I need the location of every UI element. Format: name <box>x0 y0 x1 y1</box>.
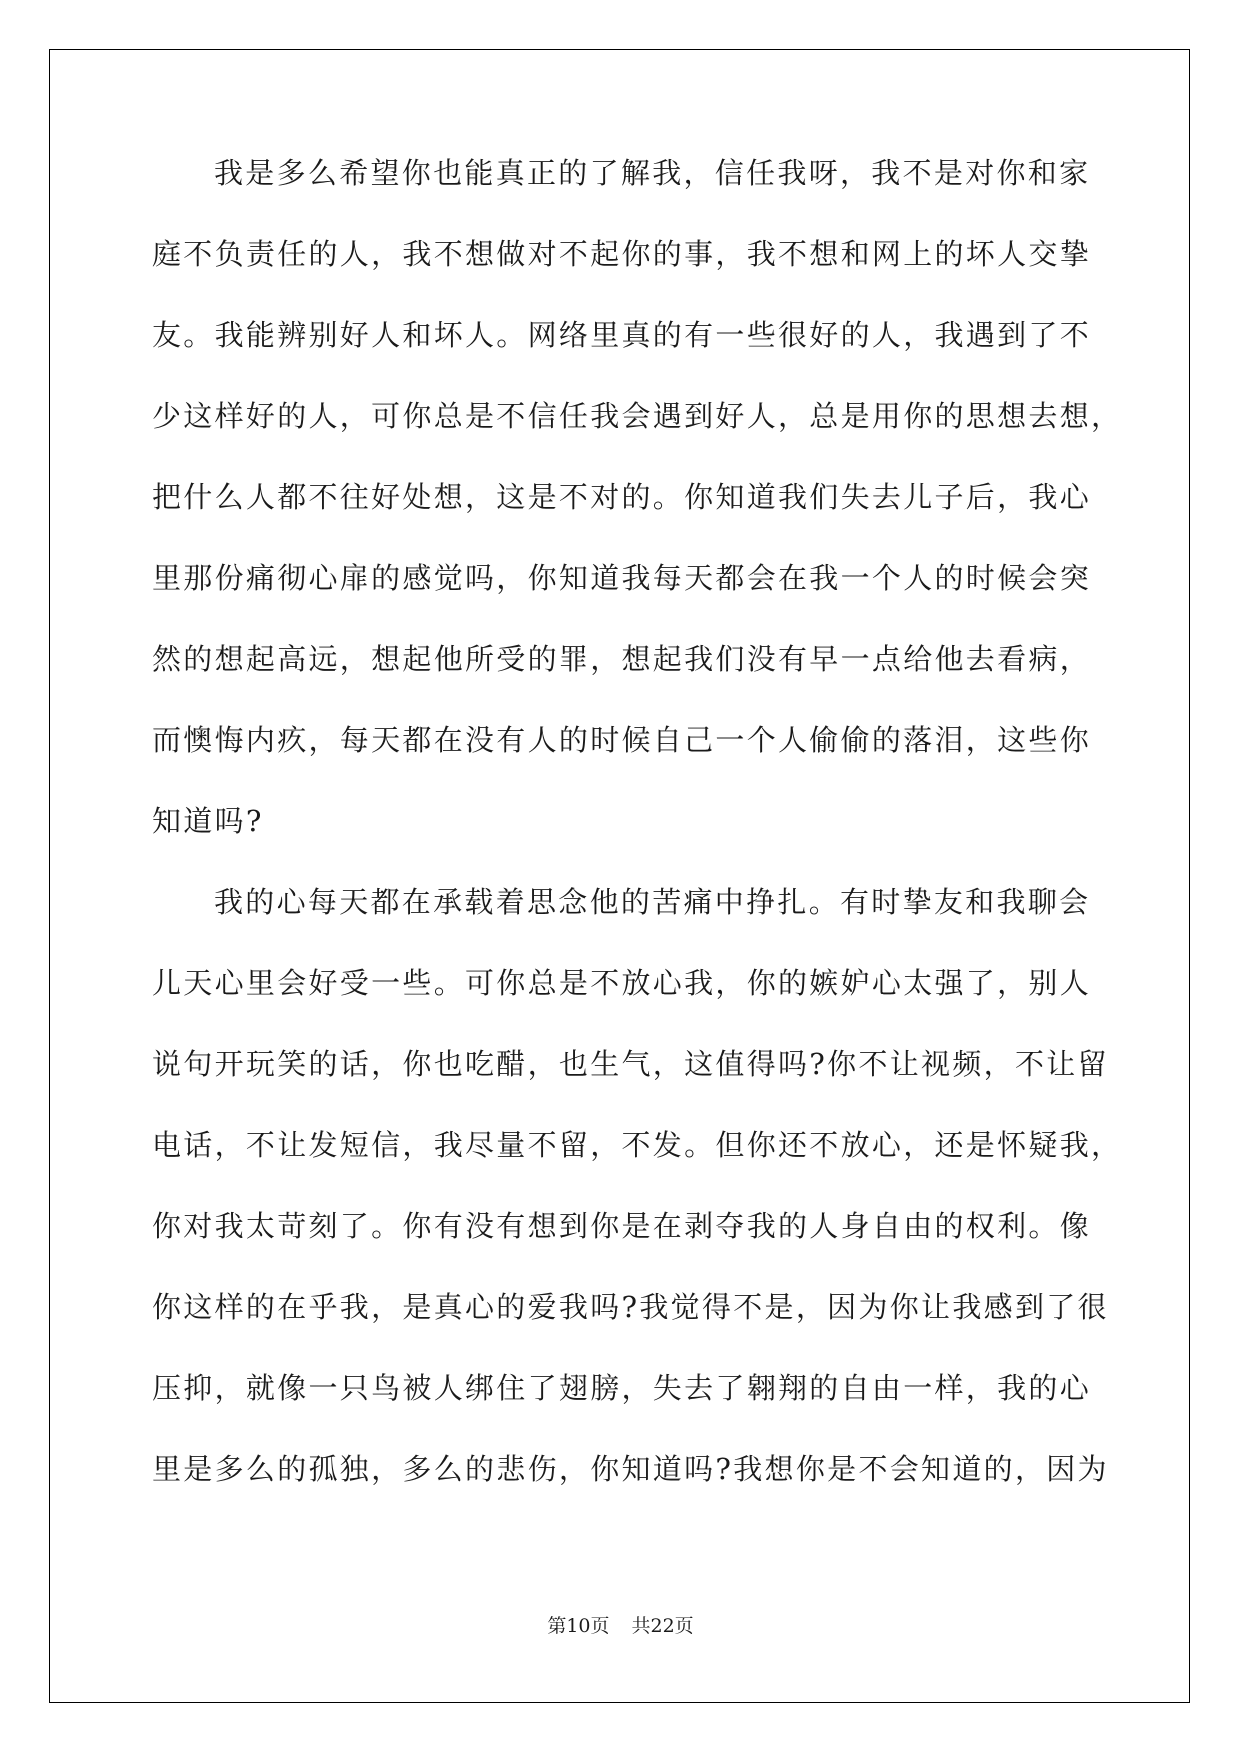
paragraph-1 <box>152 154 1123 883</box>
text-line: 我的心每天都在承载着思念他的苦痛中挣扎。有时挚友和我聊会 <box>214 885 1091 919</box>
text-line: 然的想起高远，想起他所受的罪，想起我们没有早一点给他去看病， <box>152 642 1092 676</box>
page-footer <box>0 1614 1241 1638</box>
text-line: 你对我太苛刻了。你有没有想到你是在剥夺我的人身自由的权利。像 <box>152 1209 1092 1243</box>
text-line: 而懊悔内疚，每天都在没有人的时候自己一个人偷偷的落泪，这些你 <box>152 723 1092 757</box>
text-line: 里是多么的孤独，多么的悲伤，你知道吗?我想你是不会知道的，因为 <box>152 1452 1109 1486</box>
page-number-current: 第10页 <box>547 1615 610 1637</box>
text-line: 你这样的在乎我，是真心的爱我吗?我觉得不是，因为你让我感到了很 <box>152 1290 1109 1324</box>
text-line: 说句开玩笑的话，你也吃醋，也生气，这值得吗?你不让视频，不让留 <box>152 1047 1109 1081</box>
page-number-total: 共22页 <box>631 1615 694 1637</box>
text-line: 友。我能辨别好人和坏人。网络里真的有一些很好的人，我遇到了不 <box>152 318 1092 352</box>
text-line: 庭不负责任的人，我不想做对不起你的事，我不想和网上的坏人交挚 <box>152 237 1092 271</box>
text-line: 儿天心里会好受一些。可你总是不放心我，你的嫉妒心太强了，别人 <box>152 966 1092 1000</box>
text-line: 里那份痛彻心扉的感觉吗，你知道我每天都会在我一个人的时候会突 <box>152 561 1092 595</box>
text-line: 压抑，就像一只鸟被人绑住了翅膀，失去了翱翔的自由一样，我的心 <box>152 1371 1092 1405</box>
text-line: 知道吗? <box>152 804 264 838</box>
text-line: 我是多么希望你也能真正的了解我，信任我呀，我不是对你和家 <box>214 156 1091 190</box>
paragraph-2 <box>152 883 1123 1531</box>
text-line: 电话，不让发短信，我尽量不留，不发。但你还不放心，还是怀疑我， <box>152 1128 1123 1162</box>
text-line: 把什么人都不往好处想，这是不对的。你知道我们失去儿子后，我心 <box>152 480 1092 514</box>
text-line: 少这样好的人，可你总是不信任我会遇到好人，总是用你的思想去想， <box>152 399 1123 433</box>
document-body <box>152 154 1123 1531</box>
